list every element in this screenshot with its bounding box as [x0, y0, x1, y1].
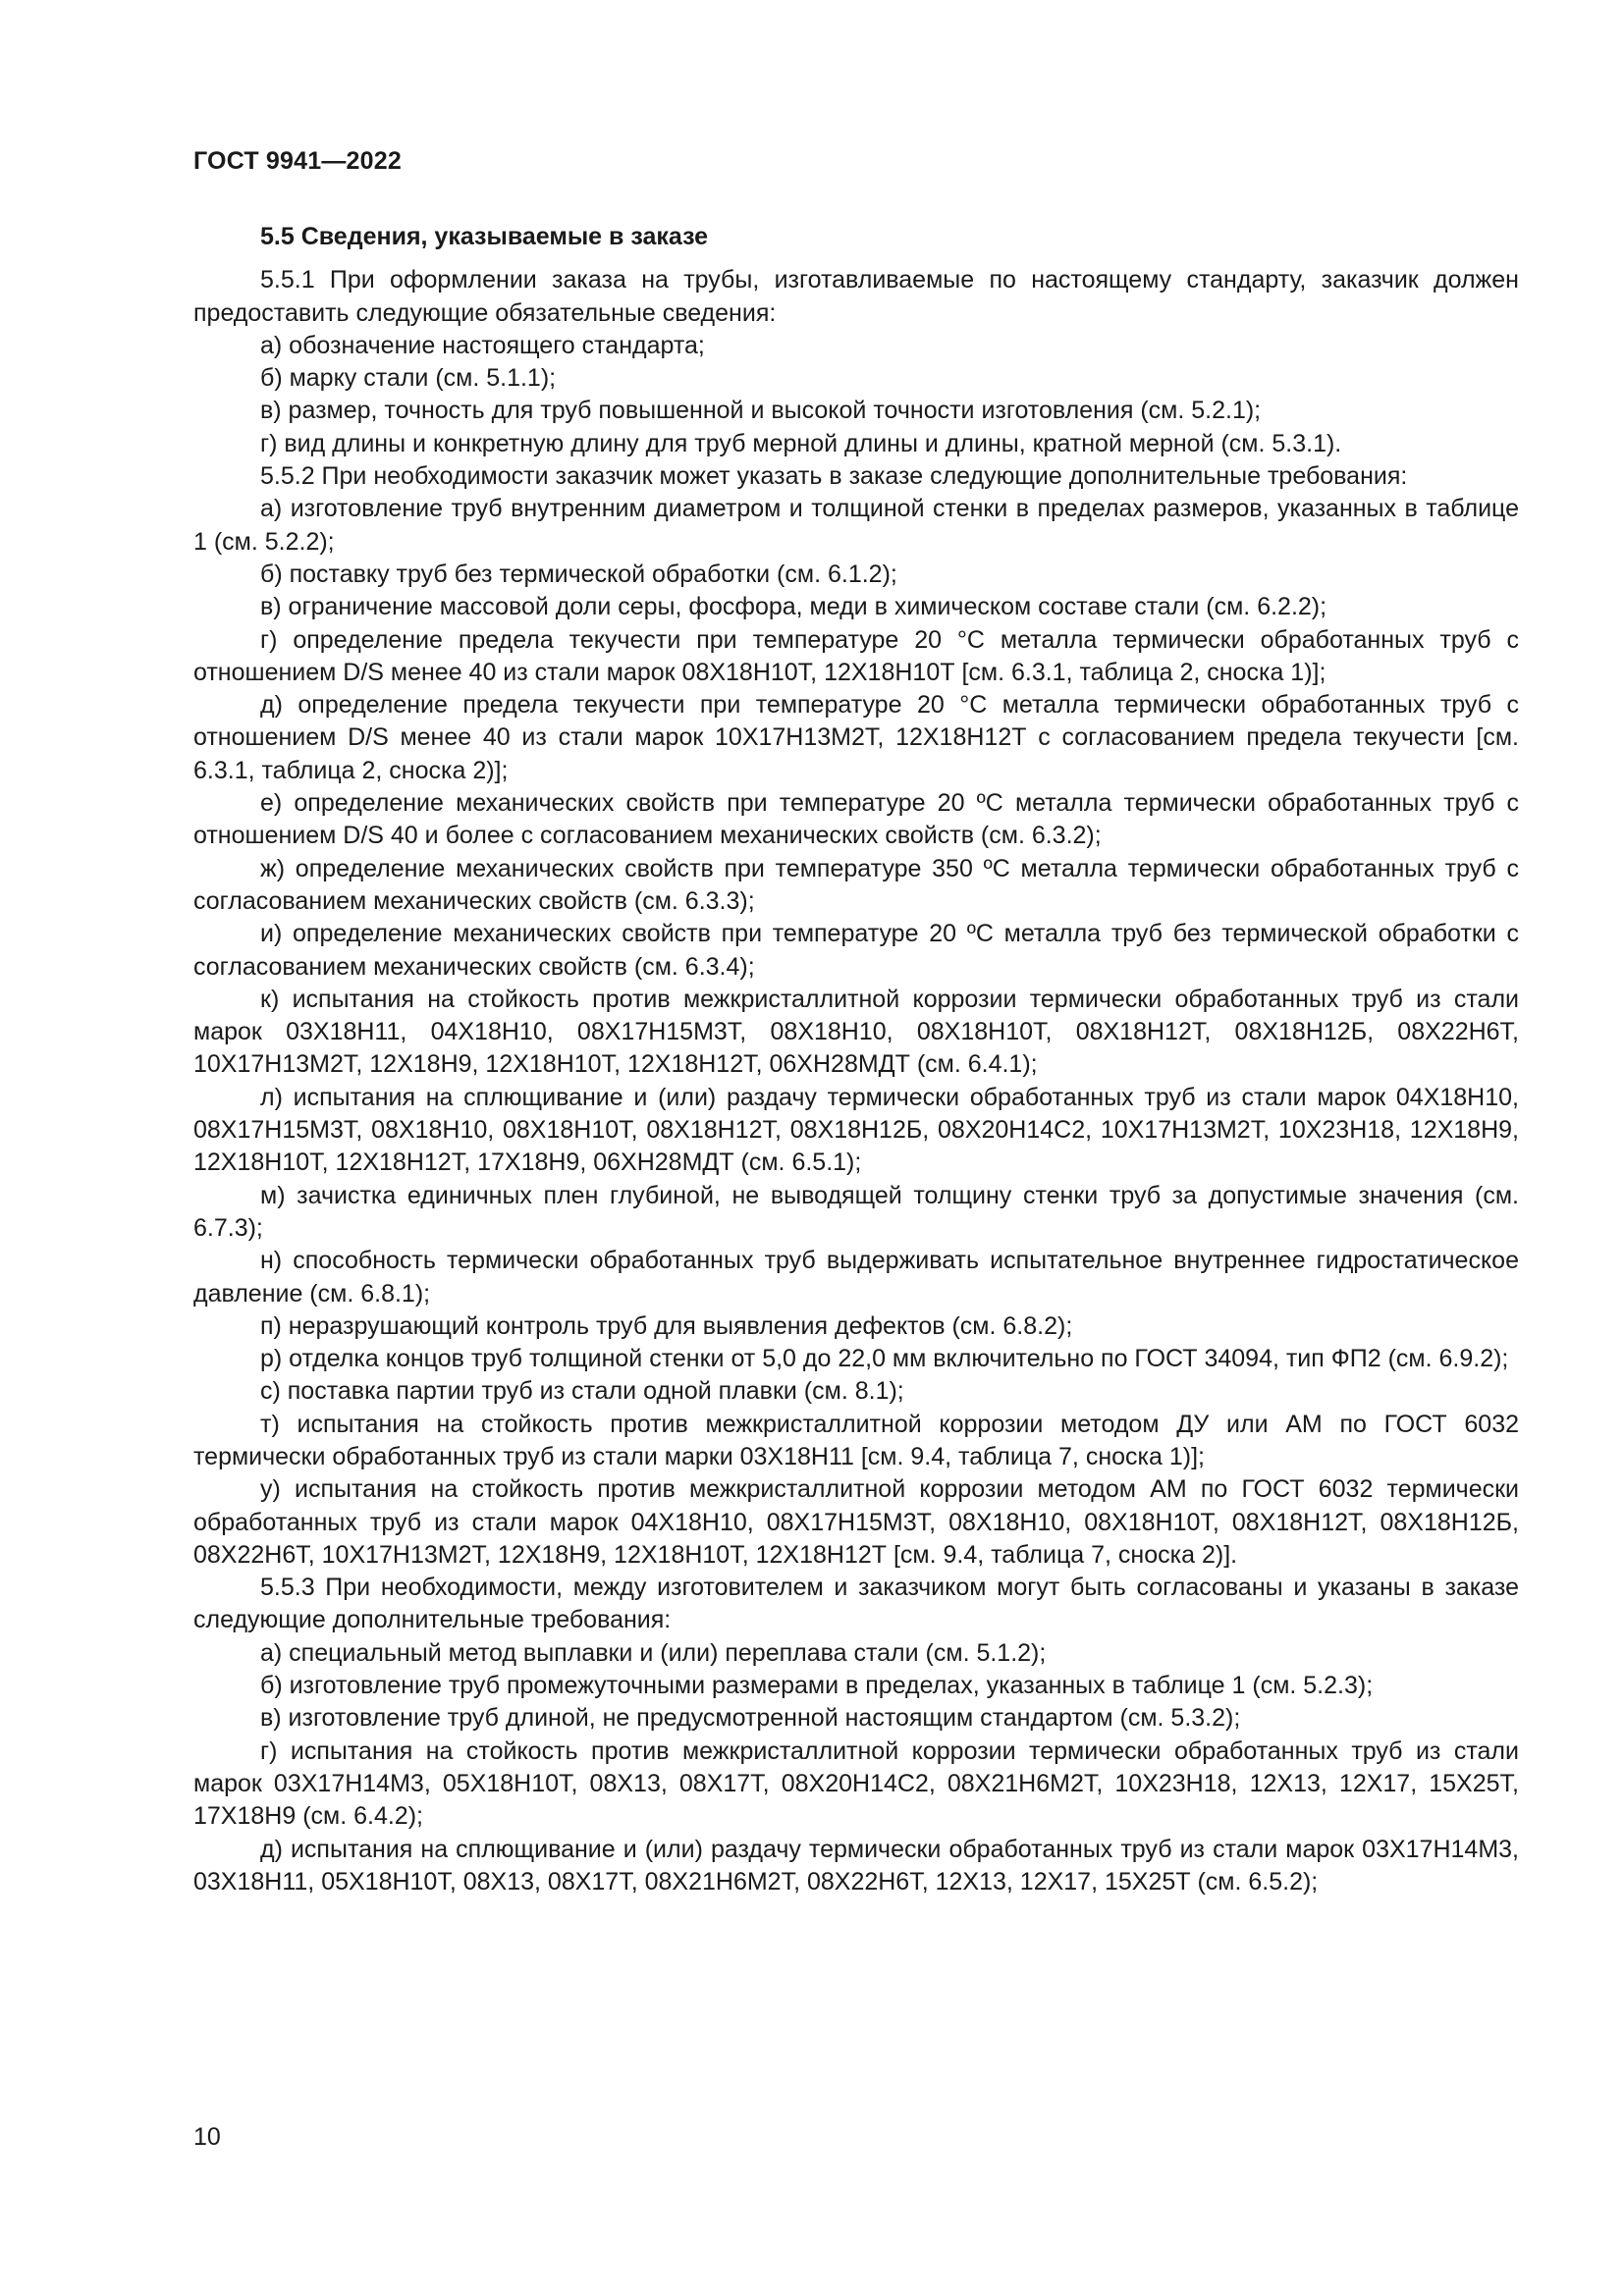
list-item: т) испытания на стойкость против межкристаллитной коррозии методом ДУ или АМ по ГОСТ 6032 термически обработанных труб из стали марки 03Х18Н11 [см. 9.4, таблица 7, сноска 1)];: [193, 1410, 1519, 1470]
list-item: а) изготовление труб внутренним диаметром и толщиной стенки в пределах размеров, указанных в таблице 1 (см. 5.2.2);: [193, 495, 1519, 556]
list-item: л) испытания на сплющивание и (или) раздачу термически обработанных труб из стали марок 04Х18Н10, 08Х17Н15М3Т, 08Х18Н10, 08Х18Н10Т, 08Х18Н12Т, 08Х18Н12Б, 08Х20Н14С2, 10Х17Н13М2Т, 10Х23Н18, 12Х18Н9, 12Х18Н10Т, 12Х18Н12Т, 17Х18Н9, 06ХН28МДТ (см. 6.5.1);: [193, 1083, 1519, 1177]
list-item: б) марку стали (см. 5.1.1);: [260, 364, 557, 393]
list-item: д) испытания на сплющивание и (или) раздачу термически обработанных труб из стали марок 03Х17Н14М3, 03Х18Н11, 05Х18Н10Т, 08Х13, 08Х17Т, 08Х21Н6М2Т, 08Х22Н6Т, 12Х13, 12Х17, 15Х25Т (см. 6.5.2);: [193, 1835, 1519, 1896]
list-item: а) специальный метод выплавки и (или) переплава стали (см. 5.1.2);: [260, 1638, 1047, 1667]
list-item: в) изготовление труб длиной, не предусмотренной настоящим стандартом (см. 5.3.2);: [260, 1704, 1241, 1733]
list-item: е) определение механических свойств при температуре 20 ºС металла термически обработанных труб с отношением D/S 40 и более с согласованием механических свойств (см. 6.3.2);: [193, 789, 1519, 850]
list-item: б) поставку труб без термической обработки (см. 6.1.2);: [260, 560, 897, 588]
list-item: у) испытания на стойкость против межкристаллитной коррозии методом АМ по ГОСТ 6032 термически обработанных труб из стали марок 04Х18Н10, 08Х17Н15М3Т, 08Х18Н10, 08Х18Н10Т, 08Х18Н12Т, 08Х18Н12Б, 08Х22Н6Т, 10Х17Н13М2Т, 12Х18Н9, 12Х18Н10Т, 12Х18Н12Т [см. 9.4, таблица 7, сноска 2)].: [193, 1475, 1519, 1569]
paragraph: 5.5.2 При необходимости заказчик может указать в заказе следующие дополнительные требования:: [260, 462, 1408, 491]
list-item: с) поставка партии труб из стали одной плавки (см. 8.1);: [260, 1377, 904, 1406]
list-item: и) определение механических свойств при температуре 20 ºС металла труб без термической обработки с согласованием механических свойств (см. 6.3.4);: [193, 920, 1519, 981]
list-item: г) испытания на стойкость против межкристаллитной коррозии термически обработанных труб из стали марок 03Х17Н14М3, 05Х18Н10Т, 08Х13, 08Х17Т, 08Х20Н14С2, 08Х21Н6М2Т, 10Х23Н18, 12Х13, 12Х17, 15Х25Т, 17Х18Н9 (см. 6.4.2);: [193, 1736, 1519, 1831]
list-item: м) зачистка единичных плен глубиной, не выводящей толщину стенки труб за допустимые значения (см. 6.7.3);: [193, 1181, 1519, 1242]
document-page: [193, 0, 1519, 2296]
paragraph: 5.5.1 При оформлении заказа на трубы, изготавливаемые по настоящему стандарту, заказчик должен предоставить следующие обязательные сведения:: [193, 266, 1519, 327]
list-item: б) изготовление труб промежуточными размерами в пределах, указанных в таблице 1 (см. 5.2.3);: [260, 1672, 1374, 1700]
list-item: ж) определение механических свойств при температуре 350 ºС металла термически обработанных труб с согласованием механических свойств (см. 6.3.3);: [193, 854, 1519, 915]
list-item: н) способность термически обработанных труб выдерживать испытательное внутреннее гидростатическое давление (см. 6.8.1);: [193, 1247, 1519, 1308]
list-item: п) неразрушающий контроль труб для выявления дефектов (см. 6.8.2);: [260, 1311, 1073, 1340]
list-item: г) вид длины и конкретную длину для труб мерной длины и длины, кратной мерной (см. 5.3.1).: [260, 429, 1342, 457]
section-heading: 5.5 Сведения, указываемые в заказе: [260, 223, 709, 250]
list-item: г) определение предела текучести при температуре 20 °С металла термически обработанных труб с отношением D/S менее 40 из стали марок 08Х18Н10Т, 12Х18Н10Т [см. 6.3.1, таблица 2, сноска 1)];: [193, 625, 1519, 686]
list-item: в) ограничение массовой доли серы, фосфора, меди в химическом составе стали (см. 6.2.2);: [260, 593, 1327, 621]
list-item: д) определение предела текучести при температуре 20 °С металла термически обработанных труб с отношением D/S менее 40 из стали марок 10Х17Н13М2Т, 12Х18Н12Т с согласованием предела текучести [см. 6.3.1, таблица 2, сноска 2)];: [193, 691, 1519, 784]
paragraph: 5.5.3 При необходимости, между изготовителем и заказчиком могут быть согласованы и указаны в заказе следующие дополнительные требования:: [193, 1574, 1519, 1634]
list-item: в) размер, точность для труб повышенной и высокой точности изготовления (см. 5.2.1);: [260, 397, 1262, 425]
page-number: 10: [193, 2123, 221, 2151]
page-header-standard-title: ГОСТ 9941—2022: [193, 147, 402, 175]
list-item: к) испытания на стойкость против межкристаллитной коррозии термически обработанных труб из стали марок 03Х18Н11, 04Х18Н10, 08Х17Н15М3Т, 08Х18Н10, 08Х18Н10Т, 08Х18Н12Т, 08Х18Н12Б, 08Х22Н6Т, 10Х17Н13М2Т, 12Х18Н9, 12Х18Н10Т, 12Х18Н12Т, 06ХН28МДТ (см. 6.4.1);: [193, 985, 1519, 1079]
list-item: р) отделка концов труб толщиной стенки от 5,0 до 22,0 мм включительно по ГОСТ 34094, тип ФП2 (см. 6.9.2);: [260, 1345, 1509, 1373]
list-item: а) обозначение настоящего стандарта;: [260, 331, 705, 359]
document-body: [193, 221, 1519, 1898]
